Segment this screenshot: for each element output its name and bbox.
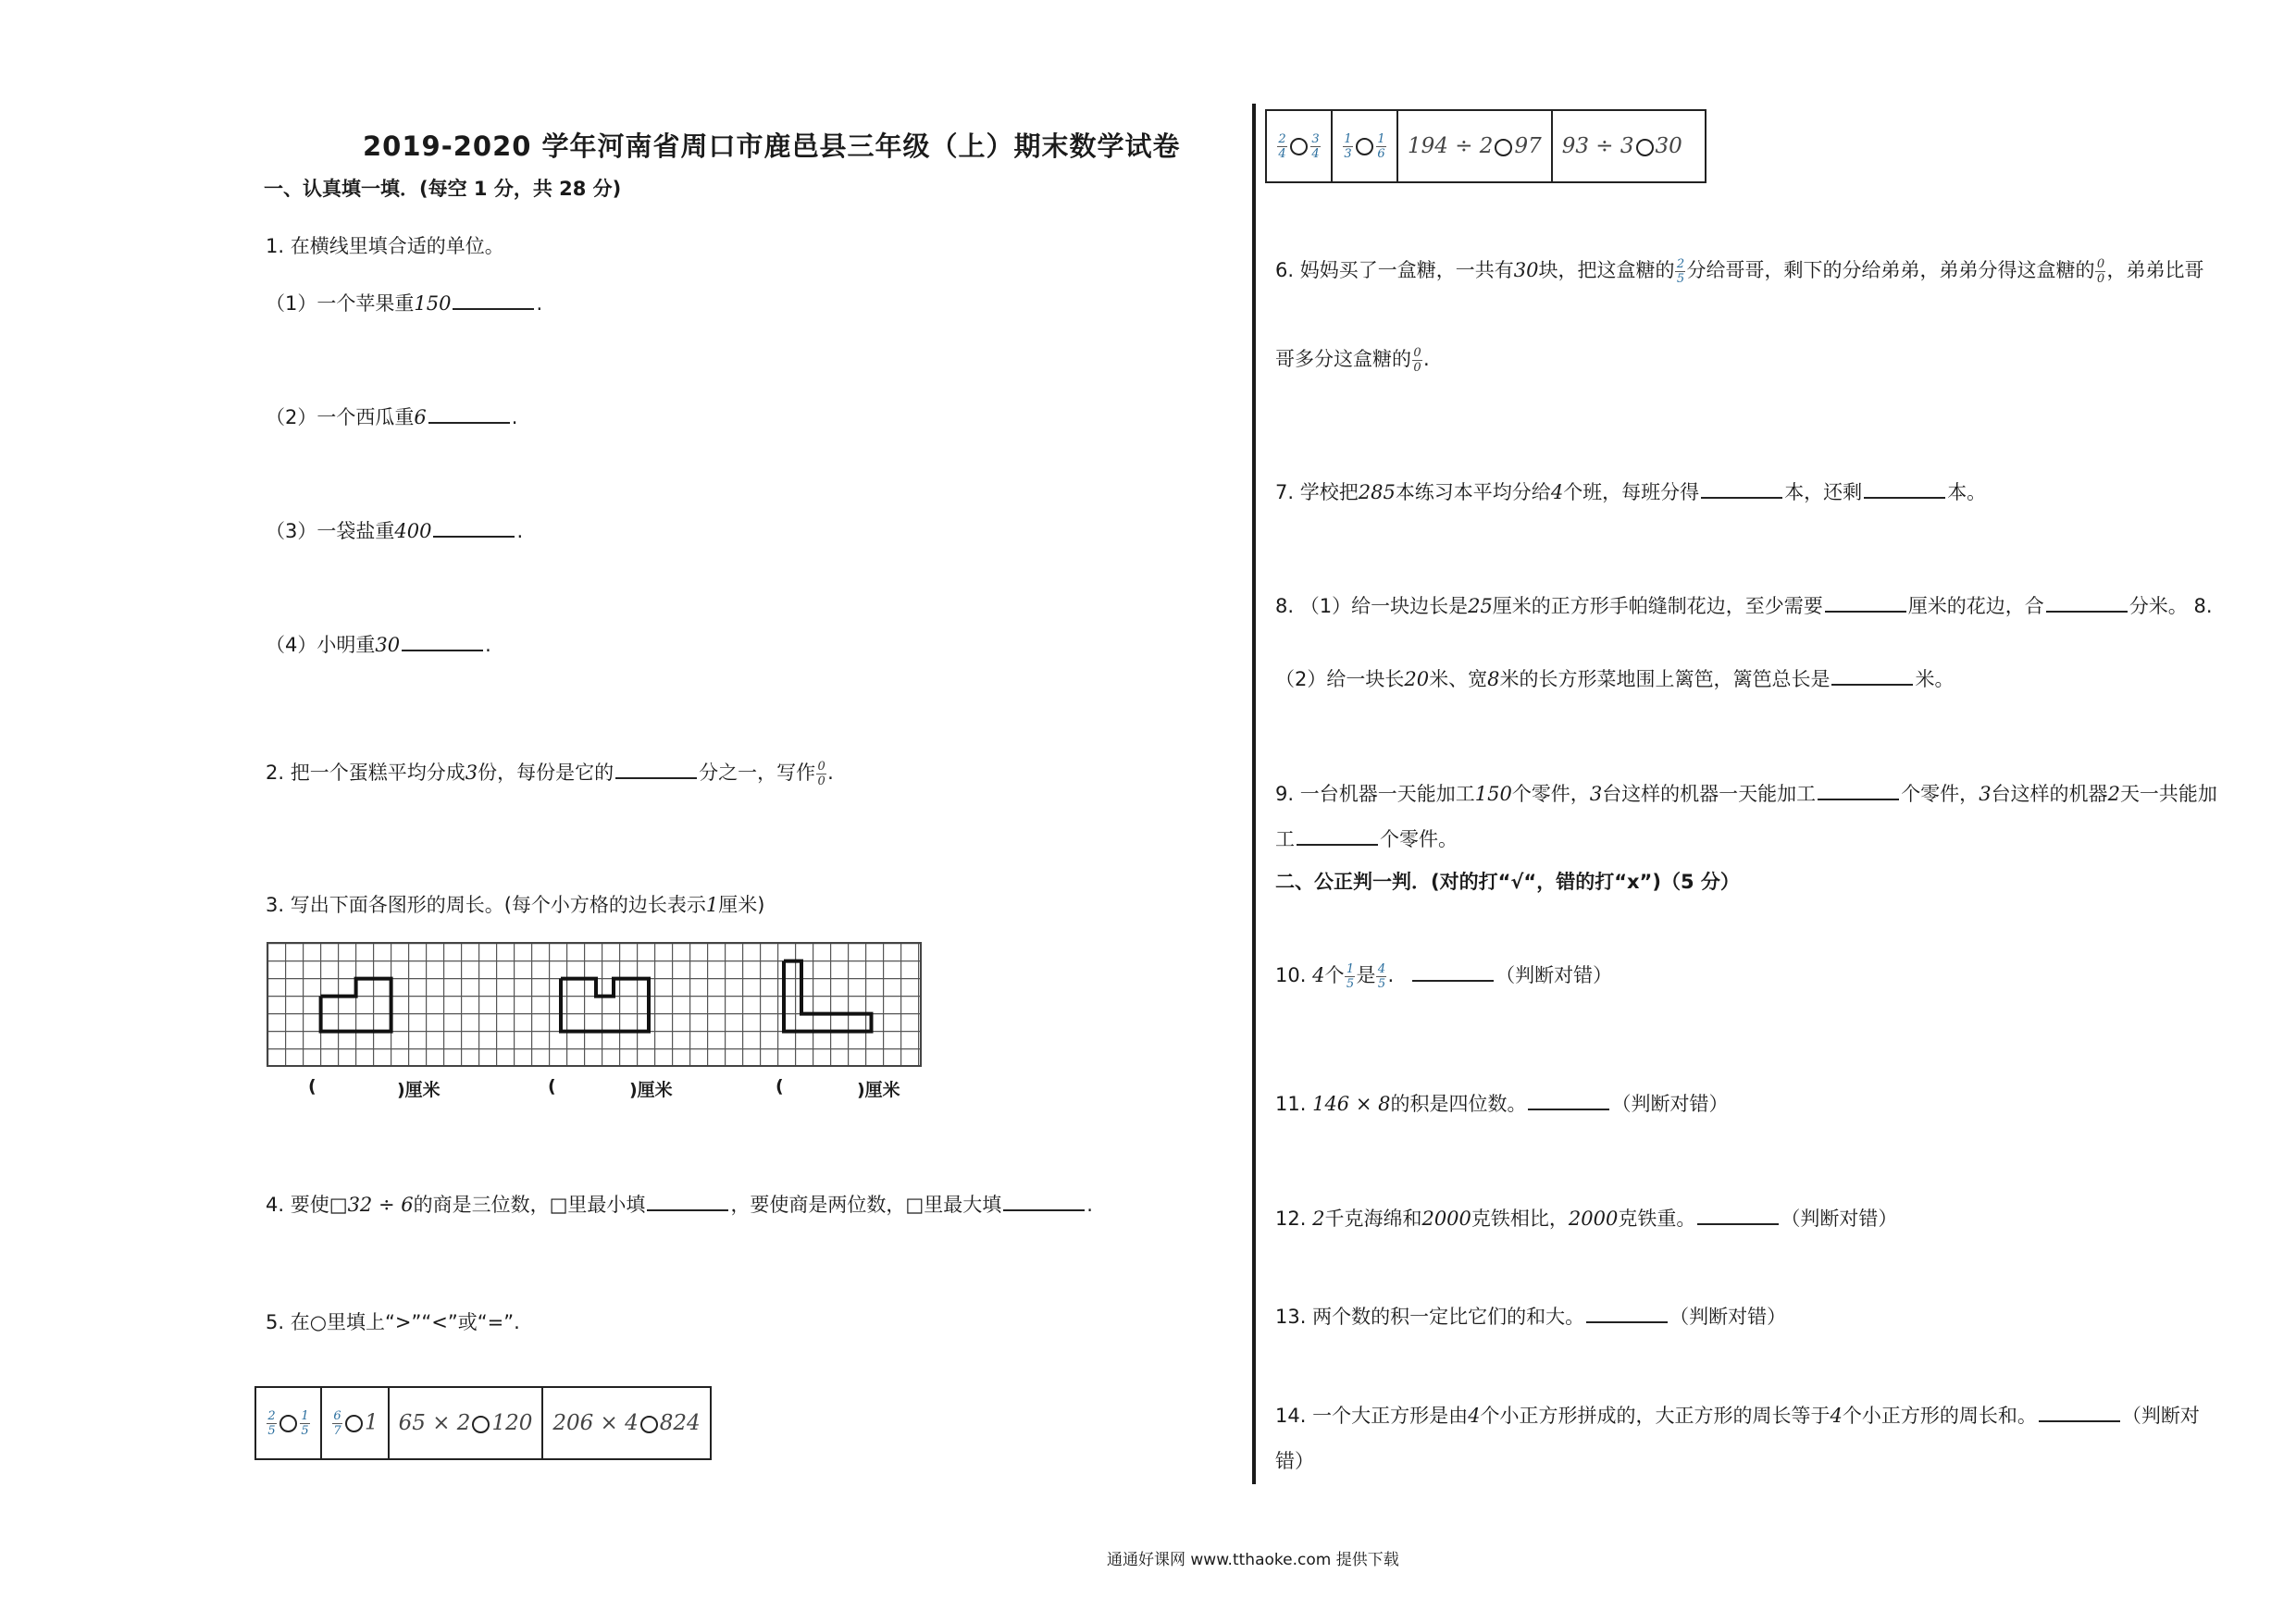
q11: 11. 146 × 8的积是四位数。 （判断对错） xyxy=(1275,1090,1728,1118)
perimeter-grid-figure xyxy=(267,942,922,1067)
answer-blank[interactable] xyxy=(615,759,697,779)
answer-blank[interactable] xyxy=(1586,1303,1668,1323)
q12: 12. 2千克海绵和2000克铁相比，2000克铁重。 （判断对错） xyxy=(1275,1205,1897,1233)
page-footer: 通通好课网 www.tthaoke.com 提供下载 xyxy=(1107,1551,1399,1569)
q3-stem: 3. 写出下面各图形的周长。(每个小方格的边长表示1厘米) xyxy=(266,894,765,916)
q5-compare-table-1 xyxy=(254,1386,712,1460)
answer-blank[interactable] xyxy=(1831,665,1913,686)
section1-heading: 一、认真填一填．(每空 1 分，共 28 分) xyxy=(264,178,622,200)
q3-label-open-1: ( xyxy=(308,1076,316,1096)
q1-item-4: （4）小明重30 . xyxy=(266,631,491,659)
answer-blank[interactable] xyxy=(1003,1191,1085,1211)
answer-blank[interactable] xyxy=(1825,592,1906,613)
page-title: 2019-2020 学年河南省周口市鹿邑县三年级（上）期末数学试卷 xyxy=(363,130,1181,162)
compare-circle[interactable] xyxy=(640,1416,658,1433)
q3-label-open-3: ( xyxy=(776,1076,784,1096)
q3-label-open-2: ( xyxy=(548,1076,556,1096)
q14-line-2: 错） xyxy=(1275,1450,1314,1472)
compare-cell: 206 × 4 824 xyxy=(542,1387,710,1459)
answer-blank[interactable] xyxy=(1701,478,1782,499)
answer-blank[interactable] xyxy=(1818,780,1899,800)
compare-circle[interactable] xyxy=(345,1415,363,1432)
q7: 7. 学校把285本练习本平均分给4个班，每班分得 本，还剩 本。 xyxy=(1275,478,1986,506)
answer-blank[interactable] xyxy=(1297,825,1378,846)
q3-label-close-1: )厘米 xyxy=(397,1080,441,1100)
q1-stem: 1. 在横线里填合适的单位。 xyxy=(266,235,504,257)
q2: 2. 把一个蛋糕平均分成3份，每份是它的 分之一，写作 $\frac{0}{0}$ . xyxy=(266,759,834,788)
compare-cell: $\frac{1}{3}$ $\frac{1}{6}$ xyxy=(1332,110,1397,182)
answer-blank[interactable] xyxy=(402,631,483,651)
fraction-placeholder: $\frac{0}{0}$ xyxy=(817,759,825,788)
compare-circle[interactable] xyxy=(1356,138,1373,155)
shape-2-outline xyxy=(561,979,649,1032)
q13: 13. 两个数的积一定比它们的和大。 （判断对错） xyxy=(1275,1303,1786,1331)
compare-cell: 93 ÷ 3 30 xyxy=(1552,110,1706,182)
q6-line-1: 6. 妈妈买了一盒糖，一共有30块，把这盒糖的 $\frac{2}{5}$ 分给哥哥，剩下的分给弟弟，弟弟分得这盒糖的 $\frac{0}{0}$ ，弟弟比哥 xyxy=(1275,256,2204,286)
q14-line-1: 14. 一个大正方形是由4个小正方形拼成的，大正方形的周长等于4个小正方形的周长和。 （判断对 xyxy=(1275,1402,2200,1430)
q1-item-3: （3）一袋盐重400 . xyxy=(266,517,523,545)
answer-blank[interactable] xyxy=(428,403,510,424)
section2-heading: 二、公正判一判．(对的打“√“，错的打“x”)（5 分） xyxy=(1275,871,1740,893)
q9-line-1: 9. 一台机器一天能加工150个零件，3台这样的机器一天能加工 个零件，3台这样的机器2天一共能加 xyxy=(1275,780,2217,808)
q3-label-close-3: )厘米 xyxy=(857,1080,900,1100)
compare-circle[interactable] xyxy=(472,1416,490,1433)
q9-line-2: 工 个零件。 xyxy=(1275,825,1458,853)
compare-circle[interactable] xyxy=(1290,138,1308,155)
answer-blank[interactable] xyxy=(1864,478,1945,499)
q8-line-2: （2）给一块长20米、宽8米的长方形菜地围上篱笆，篱笆总长是 米。 xyxy=(1275,665,1954,693)
compare-cell: $\frac{2}{5}$ $\frac{1}{5}$ xyxy=(255,1387,321,1459)
answer-blank[interactable] xyxy=(2046,592,2128,613)
answer-blank[interactable] xyxy=(433,517,515,538)
answer-blank[interactable] xyxy=(1528,1090,1609,1110)
answer-blank[interactable] xyxy=(1412,961,1494,982)
q1-item-1: （1）一个苹果重150 . xyxy=(266,290,542,317)
q5-compare-table-2 xyxy=(1265,109,1706,183)
q4: 4. 要使□32 ÷ 6的商是三位数，□里最小填 ，要使商是两位数，□里最大填 . xyxy=(266,1191,1093,1219)
compare-cell: 194 ÷ 2 97 xyxy=(1397,110,1552,182)
q8-line-1: 8. （1）给一块边长是25厘米的正方形手帕缝制花边，至少需要 厘米的花边，合 分米。 8. xyxy=(1275,592,2213,620)
compare-circle[interactable] xyxy=(1636,139,1654,156)
answer-blank[interactable] xyxy=(647,1191,728,1211)
q6-line-2: 哥多分这盒糖的 $\frac{0}{0}$ . xyxy=(1275,345,1430,375)
compare-circle[interactable] xyxy=(279,1415,297,1432)
answer-blank[interactable] xyxy=(453,290,534,310)
q5-stem: 5. 在○里填上“>”“<”或“=”. xyxy=(266,1311,520,1333)
q3-label-close-2: )厘米 xyxy=(629,1080,673,1100)
answer-blank[interactable] xyxy=(1697,1205,1779,1225)
column-divider xyxy=(1252,104,1256,1484)
compare-cell: $\frac{2}{4}$ $\frac{3}{4}$ xyxy=(1266,110,1332,182)
q1-item-2: （2）一个西瓜重6 . xyxy=(266,403,517,431)
q10: 10. 4个 $\frac{1}{5}$ 是 $\frac{4}{5}$ . （判断对错） xyxy=(1275,961,1613,991)
compare-cell: $\frac{6}{7}$ 1 xyxy=(321,1387,389,1459)
compare-circle[interactable] xyxy=(1495,139,1512,156)
answer-blank[interactable] xyxy=(2039,1402,2120,1422)
compare-cell: 65 × 2 120 xyxy=(389,1387,543,1459)
